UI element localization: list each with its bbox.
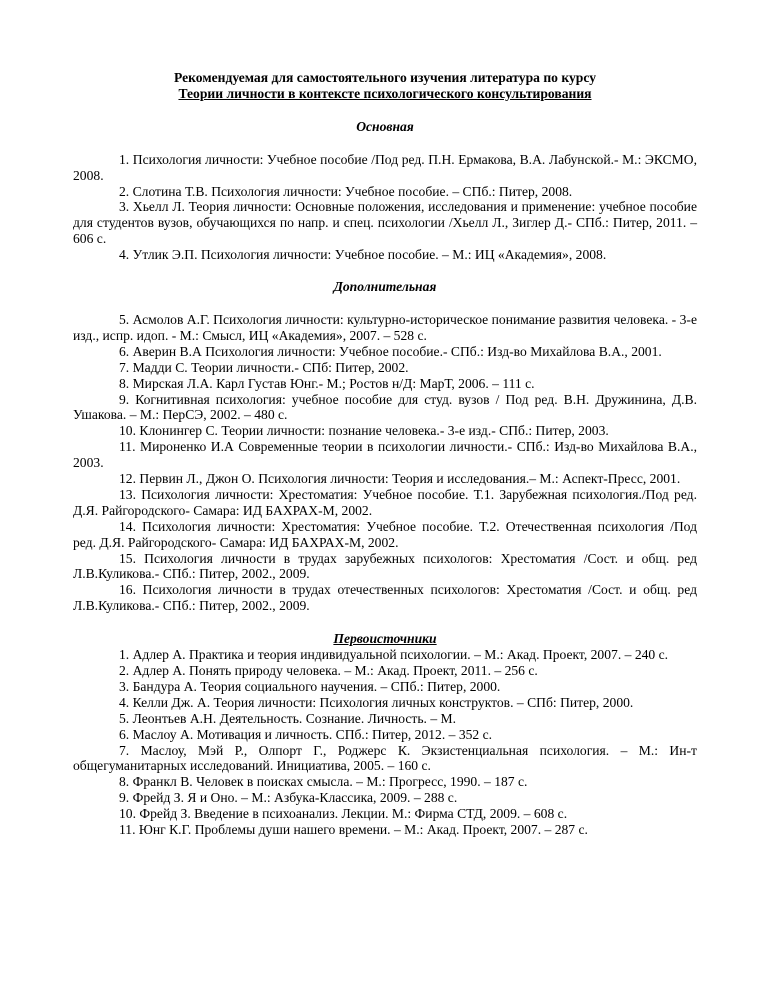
list-item: 5. Асмолов А.Г. Психология личности: культурно-историческое понимание развития человека. - 3-е изд., испр. идоп. - М.: Смысл, ИЦ «Академия», 2007. – 528 с. [73, 311, 697, 343]
list-item: 11. Юнг К.Г. Проблемы души нашего времени. – М.: Акад. Проект, 2007. – 287 с. [119, 822, 588, 838]
list-item: 3. Бандура А. Теория социального научения. – СПб.: Питер, 2000. [119, 678, 501, 694]
list-item: 4. Келли Дж. А. Теория личности: Психология личных конструктов. – СПб: Питер, 2000. [119, 694, 634, 710]
list-item: 12. Первин Л., Джон О. Психология личности: Теория и исследования.– М.: Аспект-Пресс, 2001. [119, 471, 681, 487]
list-item: 3. Хьелл Л. Теория личности: Основные положения, исследования и применение: учебное пособие для студентов вузов, обучающихся по напр. и спец. психологии /Хьелл Л., Зиглер Д.- СПб.: Питер, 2011. – 606 с. [73, 199, 697, 247]
list-item: 7. Маслоу, Мэй Р., Олпорт Г., Роджерс К. Экзистенциальная психология. – М.: Ин-т общегуманитарных исследований. Инициатива, 2005. – 160 с. [73, 742, 697, 774]
section-title-sources-text: Первоисточники [333, 631, 437, 647]
list-item: 2. Слотина Т.В. Психология личности: Учебное пособие. – СПб.: Питер, 2008. [119, 183, 573, 199]
list-item: 14. Психология личности: Хрестоматия: Учебное пособие. Т.2. Отечественная психология /Под ред. Д.Я. Райгородского- Самара: ИД БАХРАХ-М, 2002. [73, 518, 697, 550]
list-item: 6. Маслоу А. Мотивация и личность. СПб.: Питер, 2012. – 352 с. [119, 726, 493, 742]
list-item: 16. Психология личности в трудах отечественных психологов: Хрестоматия /Сост. и общ. ред Л.В.Куликова.- СПб.: Питер, 2002., 2009. [73, 582, 697, 614]
list-item: 1. Психология личности: Учебное пособие /Под ред. П.Н. Ермакова, В.А. Лабунской.- М.: ЭКСМО, 2008. [73, 151, 697, 183]
list-item: 10. Клонингер С. Теории личности: познание человека.- 3-е изд.- СПб.: Питер, 2003. [119, 423, 609, 439]
title-line-1: Рекомендуемая для самостоятельного изучения литература по курсу [173, 70, 597, 85]
section-title-sources [73, 631, 697, 647]
list-item: 9. Когнитивная психология: учебное пособие для студ. вузов / Под ред. В.Н. Дружинина, Д.В. Ушакова. – М.: ПерСЭ, 2002. – 480 с. [73, 391, 697, 423]
list-item: 8. Франкл В. Человек в поисках смысла. – М.: Прогресс, 1990. – 187 с. [119, 774, 528, 790]
list-item: 1. Адлер А. Практика и теория индивидуальной психологии. – М.: Акад. Проект, 2007. – 240 с. [119, 647, 669, 663]
list-item: 15. Психология личности в трудах зарубежных психологов: Хрестоматия /Сост. и общ. ред Л.В.Куликова.- СПб.: Питер, 2002., 2009. [73, 550, 697, 582]
list-item: 2. Адлер А. Понять природу человека. – М.: Акад. Проект, 2011. – 256 с. [119, 663, 538, 678]
list-item: 13. Психология личности: Хрестоматия: Учебное пособие. Т.1. Зарубежная психология./Под ред. Д.Я. Райгородского- Самара: ИД БАХРАХ-М, 2002. [73, 486, 697, 518]
document-title [73, 70, 697, 102]
list-item: 10. Фрейд З. Введение в психоанализ. Лекции. М.: Фирма СТД, 2009. – 608 с. [119, 806, 568, 822]
list-item: 5. Леонтьев А.Н. Деятельность. Сознание. Личность. – М. [119, 710, 457, 726]
list-item: 6. Аверин В.А Психология личности: Учебное пособие.- СПб.: Изд-во Михайлова В.А., 2001. [119, 343, 662, 359]
list-item: 9. Фрейд З. Я и Оно. – М.: Азбука-Классика, 2009. – 288 с. [119, 790, 458, 806]
title-line-2: Теории личности в контексте психологического консультирования [178, 85, 592, 101]
list-item: 8. Мирская Л.А. Карл Густав Юнг.- М.; Ростов н/Д: МарТ, 2006. – 111 с. [119, 375, 535, 391]
document-page [73, 70, 697, 838]
section-title-main: Основная [356, 118, 414, 134]
list-item: 4. Утлик Э.П. Психология личности: Учебное пособие. – М.: ИЦ «Академия», 2008. [119, 247, 607, 263]
section-title-additional: Дополнительная [333, 279, 437, 295]
list-item: 7. Мадди С. Теории личности.- СПб: Питер, 2002. [119, 359, 409, 375]
list-item: 11. Мироненко И.А Современные теории в психологии личности.- СПб.: Изд-во Михайлова В.А., 2003. [73, 439, 697, 471]
